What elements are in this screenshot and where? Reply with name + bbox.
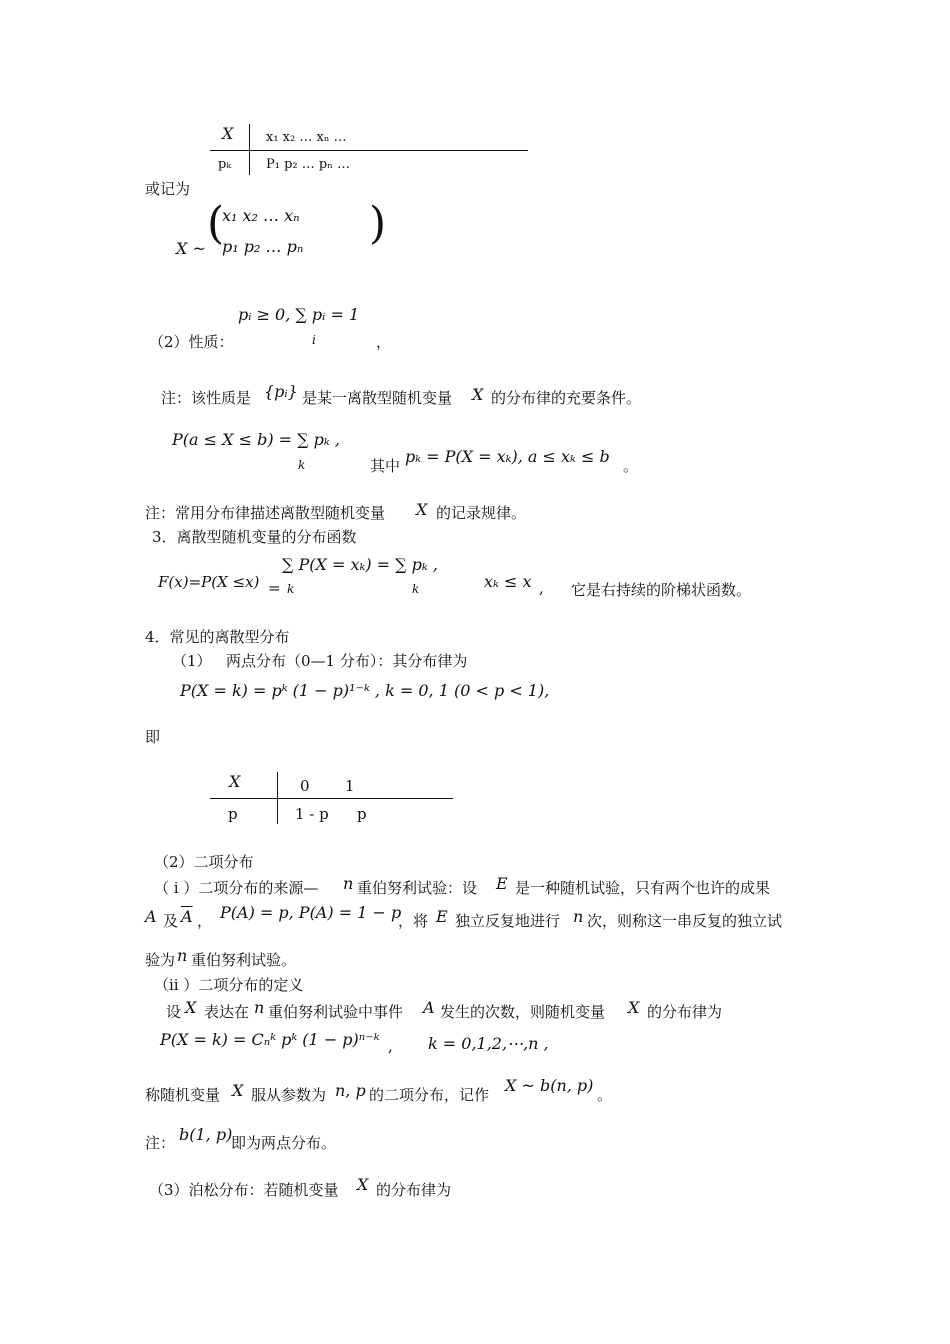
binomial-text-repeat: 独立反复地进行 xyxy=(455,912,561,930)
section3-comma: , xyxy=(539,579,544,597)
note2-pre: 注：常用分布律描述离散型随机变量 xyxy=(145,504,386,522)
table2-value-1: 1 xyxy=(345,777,355,795)
table2-horizontal-rule xyxy=(210,798,453,799)
binomial-n3: n xyxy=(177,946,188,965)
binomial-def-text4: 的分布律为 xyxy=(647,1003,723,1021)
table2-p-header: p xyxy=(228,805,238,823)
table1-vertical-rule-bottom xyxy=(249,151,250,175)
property-label: （2）性质： xyxy=(149,333,234,351)
section3-formula-b: ∑ P(X = xₖ) = ∑ pₖ , xyxy=(282,555,438,574)
table2-prob-1: p xyxy=(357,805,367,823)
binomial-call-end: 。 xyxy=(597,1086,613,1104)
prob-formula-sub-k: k xyxy=(298,458,306,472)
binomial-prob-formula: P(A) = p, P(A) = 1 − p xyxy=(220,903,402,922)
prob-formula-condition: pₖ = P(X = xₖ), a ≤ xₖ ≤ b xyxy=(405,447,610,466)
binomial-ii-label: （ii ）二项分布的定义 xyxy=(154,976,304,994)
prob-formula-where: 其中 xyxy=(370,457,401,475)
property-sub-i: i xyxy=(312,333,316,347)
matrix-row1: x₁ x₂ … xₙ xyxy=(222,206,300,225)
binomial-i-text: 重伯努利试验：设 xyxy=(357,879,478,897)
section3-sub-k1: k xyxy=(287,582,295,596)
note1-x: X xyxy=(472,385,484,404)
binomial-i-label: （ i ）二项分布的来源— xyxy=(154,879,319,897)
binomial-event-a-bar: $\overline{A}$ xyxy=(181,907,193,926)
note1-post: 是某一离散型随机变量 xyxy=(302,389,453,407)
binomial-i-text2: 是一种随机试验，只有两个也许的成果 xyxy=(515,879,771,897)
binomial-formula-k: k = 0,1,2,⋯,n , xyxy=(428,1034,549,1053)
binomial-e1: E xyxy=(496,874,508,893)
note1-end: 的分布律的充要条件。 xyxy=(491,389,642,407)
table1-prob-row: P₁ p₂ … pₙ … xyxy=(266,157,350,172)
table2-prob-0: 1 - p xyxy=(295,805,329,823)
prob-formula-main: P(a ≤ X ≤ b) = ∑ pₖ , xyxy=(172,430,340,449)
binomial-n2: n xyxy=(573,907,584,926)
binomial-call-pre: 称随机变量 xyxy=(145,1086,221,1104)
matrix-lhs: X ~ xyxy=(176,239,206,258)
binomial-call-np: n, p xyxy=(335,1081,366,1100)
binomial-formula-comma: , xyxy=(388,1037,393,1055)
matrix-right-paren: ) xyxy=(369,198,387,249)
property-formula: pᵢ ≥ 0, ∑ pᵢ = 1 xyxy=(238,305,360,324)
section4-title: 4．常见的离散型分布 xyxy=(145,628,290,646)
binomial-def-text3: 发生的次数，则随机变量 xyxy=(440,1003,606,1021)
binomial-def-text2: 重伯努利试验中事件 xyxy=(268,1003,404,1021)
section3-condition: xₖ ≤ x xyxy=(484,572,532,591)
binomial-call-text: 服从参数为 xyxy=(251,1086,327,1104)
prob-formula-period: 。 xyxy=(623,457,639,475)
binomial-def-pre: 设 xyxy=(166,1003,182,1021)
binomial-def-a: A xyxy=(423,998,435,1017)
binomial-text-jiang: ，将 xyxy=(398,912,429,930)
section3-formula-a: F(x)=P(X ≤x) xyxy=(158,573,260,591)
binomial-note-b: b(1, p) xyxy=(179,1125,233,1144)
note1-set: {pᵢ} xyxy=(264,382,298,401)
table2-x-header: X xyxy=(229,772,241,791)
note2-x: X xyxy=(416,500,428,519)
table1-p-header: pₖ xyxy=(218,157,232,172)
binomial-text-times: 次，则称这一串反复的独立试 xyxy=(587,912,783,930)
note2-end: 的记录规律。 xyxy=(436,504,527,522)
section4-item1-label: （1） xyxy=(172,652,212,670)
binomial-line3-pre: 验为 xyxy=(145,951,176,969)
binomial-e2: E xyxy=(436,907,448,926)
binomial-def-text: 表达在 xyxy=(204,1003,250,1021)
poisson-label: （3）泊松分布：若随机变量 xyxy=(149,1181,339,1199)
section4-item1-text: 两点分布（0—1 分布）：其分布律为 xyxy=(226,652,468,670)
section4-ji: 即 xyxy=(145,728,161,746)
section3-sub-k2: k xyxy=(412,582,420,596)
binomial-comma: ， xyxy=(197,912,213,930)
binomial-def-x: X xyxy=(185,998,197,1017)
binomial-n1: n xyxy=(343,874,354,893)
binomial-line3-post: 重伯努利试验。 xyxy=(191,951,297,969)
matrix-left-paren: ( xyxy=(207,198,225,249)
binomial-note-pre: 注： xyxy=(145,1134,176,1152)
binomial-call-text2: 的二项分布，记作 xyxy=(369,1086,490,1104)
line-or-written: 或记为 xyxy=(145,180,191,198)
section3-title: 3．离散型随机变量的分布函数 xyxy=(152,528,357,546)
section4-item1-formula: P(X = k) = pᵏ (1 − p)¹⁻ᵏ , k = 0, 1 (0 < p < 1), xyxy=(180,681,550,700)
table1-x-header: X xyxy=(222,124,234,143)
poisson-x: X xyxy=(357,1175,369,1194)
table1-horizontal-rule xyxy=(210,150,528,151)
binomial-def-x2: X xyxy=(628,998,640,1017)
matrix-row2: p₁ p₂ … pₙ xyxy=(222,237,304,256)
poisson-end: 的分布律为 xyxy=(376,1181,452,1199)
note1-pre: 注：该性质是 xyxy=(161,389,252,407)
table1-vertical-rule-top xyxy=(249,124,250,152)
binomial-note-post: 即为两点分布。 xyxy=(231,1134,337,1152)
binomial-formula: P(X = k) = Cₙᵏ pᵏ (1 − p)ⁿ⁻ᵏ xyxy=(160,1030,380,1049)
property-comma: ， xyxy=(376,333,392,351)
binomial-title: （2）二项分布 xyxy=(154,853,254,871)
section3-description: 它是右持续的阶梯状函数。 xyxy=(571,581,752,599)
binomial-call-notation: X ~ b(n, p) xyxy=(505,1076,594,1095)
binomial-and: 及 xyxy=(163,912,179,930)
section3-eq: = xyxy=(268,579,281,597)
table2-value-0: 0 xyxy=(300,777,310,795)
binomial-def-n: n xyxy=(254,998,265,1017)
table1-values-row: x₁ x₂ … xₙ … xyxy=(266,130,347,145)
binomial-call-x: X xyxy=(232,1081,244,1100)
binomial-event-a: A xyxy=(145,907,157,926)
